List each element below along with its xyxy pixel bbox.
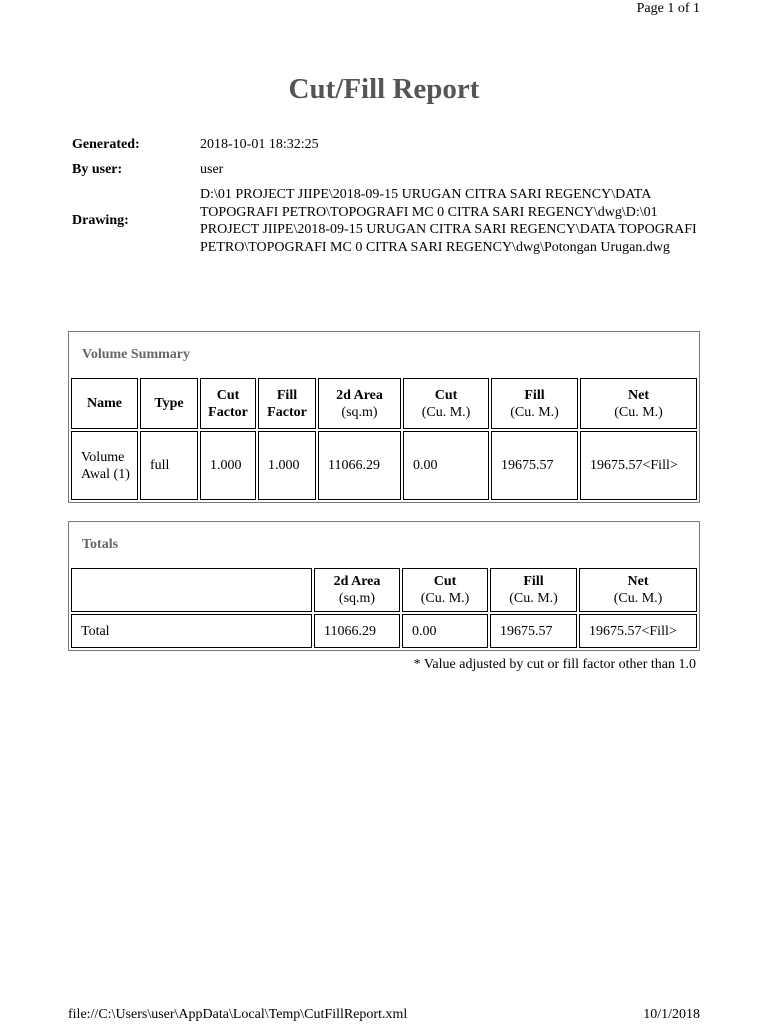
totals-section [68,521,700,651]
cell-cut: 0.00 [403,431,489,500]
totals-area-header: 2d Area (sq.m) [314,568,400,612]
generated-value: 2018-10-01 18:32:25 [200,137,319,153]
col-area-header: 2d Area (sq.m) [318,378,401,429]
cell-cut-factor: 1.000 [200,431,256,500]
generated-label: Generated: [72,137,140,153]
cell-net: 19675.57<Fill> [580,431,697,500]
totals-label: Total [71,614,312,648]
totals-area: 11066.29 [314,614,400,648]
table-row [71,431,697,500]
totals-fill: 19675.57 [490,614,577,648]
totals-net: 19675.57<Fill> [579,614,697,648]
col-fill-header: Fill (Cu. M.) [491,378,578,429]
page-indicator: Page 1 of 1 [636,1,700,16]
report-title: Cut/Fill Report [288,73,480,105]
col-name-header: Name [71,378,138,429]
col-fill-factor-header: Fill Factor [258,378,316,429]
cell-type: full [140,431,198,500]
totals-cut: 0.00 [402,614,488,648]
factor-note: * Value adjusted by cut or fill factor other than 1.0 [413,657,696,672]
table-header-row [71,568,697,612]
col-type-header: Type [140,378,198,429]
report-meta [72,136,702,256]
col-cut-factor-header: Cut Factor [200,378,256,429]
cell-fill-factor: 1.000 [258,431,316,500]
volume-summary-table [69,376,699,502]
totals-table [69,566,699,650]
cell-name: Volume Awal (1) [71,431,138,500]
volume-summary-title: Volume Summary [82,347,190,362]
footer-date: 10/1/2018 [643,1007,700,1022]
totals-fill-header: Fill (Cu. M.) [490,568,577,612]
footer-file-path: file://C:\Users\user\AppData\Local\Temp\CutFillReport.xml [68,1007,408,1022]
totals-net-header: Net (Cu. M.) [579,568,697,612]
totals-title: Totals [82,537,119,552]
col-cut-header: Cut (Cu. M.) [403,378,489,429]
table-header-row [71,378,697,429]
drawing-label: Drawing: [72,213,129,229]
drawing-value: D:\01 PROJECT JIIPE\2018-09-15 URUGAN CITRA SARI REGENCY\DATA TOPOGRAFI PETRO\TOPOGRAFI MC 0 CITRA SARI REGENCY\dwg\D:\01 PROJECT JIIPE\2018-09-15 URUGAN CITRA SARI REGENCY\DATA TOPOGRAFI PETRO\TOPOGRAFI MC 0 CITRA SARI REGENCY\dwg\Potongan Urugan.dwg [200,187,697,255]
totals-cut-header: Cut (Cu. M.) [402,568,488,612]
cell-area: 11066.29 [318,431,401,500]
totals-blank-header [71,568,312,612]
cell-fill: 19675.57 [491,431,578,500]
user-value: user [200,162,224,178]
user-label: By user: [72,162,123,178]
table-row [71,614,697,648]
volume-summary-section [68,331,700,503]
col-net-header: Net (Cu. M.) [580,378,697,429]
